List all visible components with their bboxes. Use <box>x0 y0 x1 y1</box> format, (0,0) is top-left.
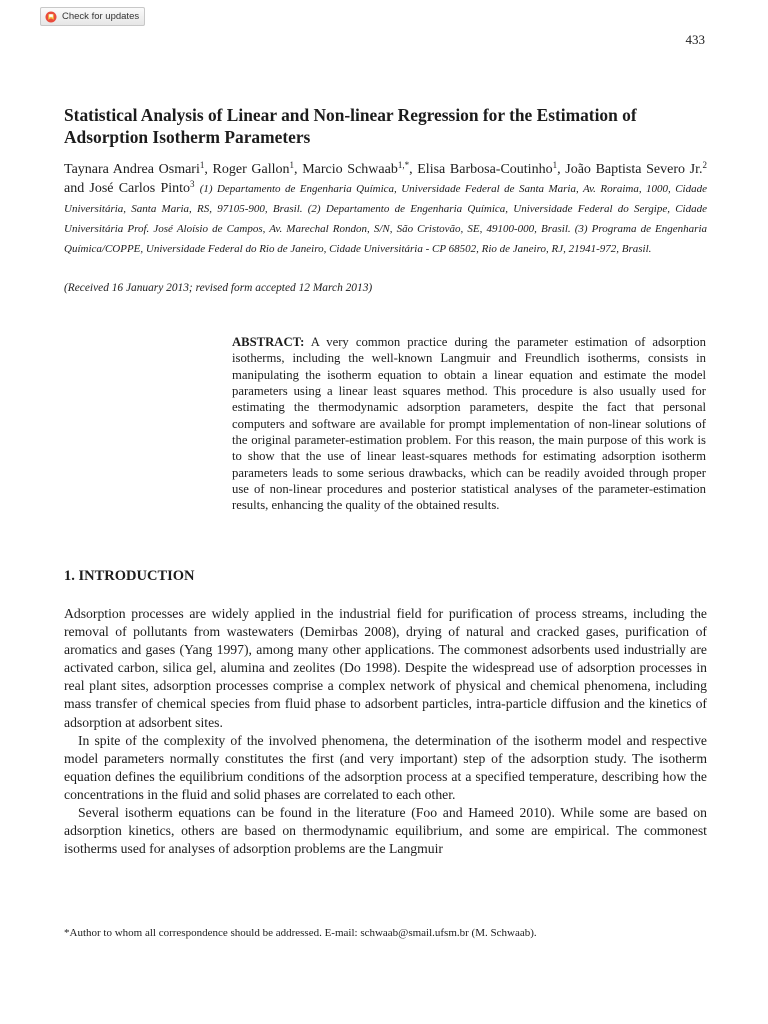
author-affiliation-mark: 1 <box>289 160 295 170</box>
introduction-body <box>64 605 707 858</box>
author-separator: , <box>294 162 303 177</box>
author-block <box>64 160 707 259</box>
affiliations: (1) Departamento de Engenharia Química, Universidade Federal de Santa Maria, Av. Roraima, 1000, Cidade Universitária, Santa Maria, RS, 97105-900, Brasil. (2) Departamento de Engenharia Química, Universidade Federal do Sergipe, Cidade Universitária Prof. José Aloísio de Campos, Av. Marechal Rondon, S/N, São Cristovão, SE, 49100-000, Brasil. (3) Programa de Engenharia Química/COPPE, Universidade Federal do Rio de Janeiro, Cidade Universitária - CP 68502, Rio de Janeiro, RJ, 21941-972, Brasil. <box>64 183 707 255</box>
author-name: João Baptista Severo Jr. <box>565 162 703 177</box>
author-affiliation-mark: 3 <box>190 179 195 189</box>
author-affiliation-mark: 2 <box>702 160 708 170</box>
author-name: Marcio Schwaab <box>302 162 398 177</box>
author-affiliation-mark: 1,* <box>397 160 410 170</box>
paragraph: Adsorption processes are widely applied in the industrial field for purification of process streams, including the removal of pollutants from wastewaters (Demirbas 2008), drying of natural and cracked gases, purification of aromatics and gases (Yang 1997), among many other applications. The commonest adsorbents used industrially are activated carbon, silica gel, alumina and zeolites (Do 1998). Despite the widespread use of adsorption processes in real plant sites, adsorption processes comprise a complex network of physical and chemical phenomena, including mass transfer of chemical species from fluid phase to adsorbent particles, intra-particle diffusion and the kinetics of adsorption at adsorbent sites. <box>64 606 707 730</box>
section-heading-introduction: 1. INTRODUCTION <box>64 568 195 584</box>
author-separator: , <box>557 162 566 177</box>
check-for-updates-label: Check for updates <box>62 11 140 22</box>
author-name: José Carlos Pinto <box>89 181 191 196</box>
author-separator: and <box>64 181 90 196</box>
author-name: Taynara Andrea Osmari <box>64 162 200 177</box>
abstract <box>232 334 706 514</box>
author-separator: , <box>204 162 213 177</box>
check-updates-icon <box>45 11 57 23</box>
received-dates: (Received 16 January 2013; revised form accepted 12 March 2013) <box>64 282 373 294</box>
author-separator: , <box>409 162 418 177</box>
correspondence-footnote: *Author to whom all correspondence should be addressed. E-mail: schwaab@smail.ufsm.br (M. Schwaab). <box>64 927 537 939</box>
author-affiliation-mark: 1 <box>552 160 558 170</box>
page-number: 433 <box>685 32 705 47</box>
paragraph: In spite of the complexity of the involved phenomena, the determination of the isotherm model and respective model parameters normally constitutes the first (and very important) step of the adsorption study. The isotherm equation defines the equilibrium conditions of the adsorption process at a specified temperature, describing how the concentrations in the fluid and solid phases are correlated to each other. <box>64 732 707 802</box>
author-name: Elisa Barbosa-Coutinho <box>417 162 553 177</box>
author-affiliation-mark: 1 <box>199 160 205 170</box>
paper-title: Statistical Analysis of Linear and Non-linear Regression for the Estimation of Adsorption Isotherm Parameters <box>64 105 637 147</box>
abstract-label: ABSTRACT: <box>232 335 305 349</box>
author-name: Roger Gallon <box>212 162 290 177</box>
abstract-text: A very common practice during the parameter estimation of adsorption isotherms, including the well-known Langmuir and Freundlich isotherms, consists in manipulating the isotherm equation to obtain a linear equation and estimate the model parameters using a linear least squares method. This procedure is also usually used for estimating the thermodynamic adsorption parameters, despite the fact that personal computers and software are available for prompt implementation of non-linear solutions of the original parameter-estimation problem. For this reason, the main purpose of this work is to show that the use of linear least-squares methods for estimating adsorption isotherm parameters leads to some serious drawbacks, which can be readily avoided through proper use of non-linear procedures and posterior statistical analyses of the parameter-estimation results, enhancing the quality of the obtained results. <box>232 335 706 513</box>
paragraph: Several isotherm equations can be found in the literature (Foo and Hameed 2010). While some are based on adsorption kinetics, others are based on thermodynamic equilibrium, and some are empirical. The commonest isotherms used for analyses of adsorption problems are the Langmuir <box>64 805 707 857</box>
check-for-updates-badge[interactable] <box>40 7 145 26</box>
